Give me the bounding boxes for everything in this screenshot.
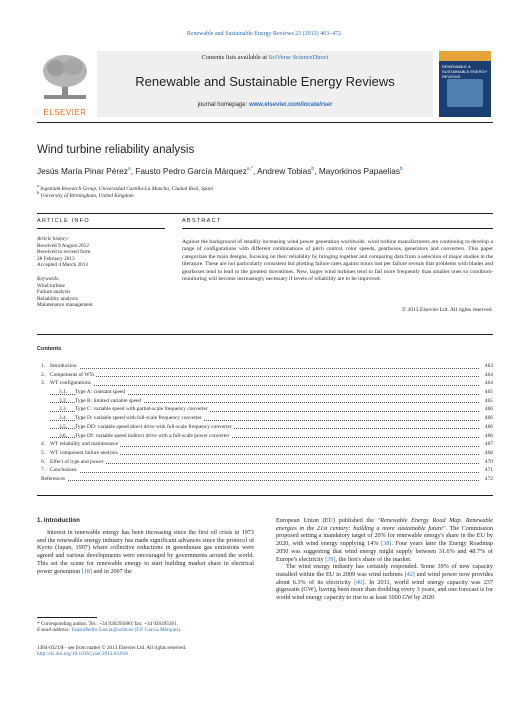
doi-link[interactable]: http://dx.doi.org/10.1016/j.rser.2013.03.018 <box>37 651 128 658</box>
cover-band <box>439 51 491 61</box>
toc-label[interactable]: WT component failure analysis <box>50 449 118 456</box>
article-info-rule <box>37 228 165 229</box>
toc-leader-dots <box>50 368 479 369</box>
footnote-email: E-mail address: FaustoPedro.Garcia@uclm.es (F.P. García Márquez). <box>37 627 182 634</box>
toc-label[interactable]: Type DI: variable speed indirect drive with a full-scale power converter <box>75 432 230 439</box>
body-paragraph: The wind energy industry has certainly responded. Some 39% of new capacity installed within the EU in 2009 was wind turbines [42] and wind power now provides about 6.3% of its electricity [40]. In 2011, world wind energy capacity was 237 gigawatts (GW), having been more than doubling every 3 years, and one forecast is for world wind energy capacity to rise to at least 1000 GW by 2020 <box>276 563 493 602</box>
journal-cover-thumbnail <box>439 51 491 117</box>
journal-homepage <box>97 102 433 108</box>
body-column-right <box>276 517 493 602</box>
citation-link[interactable]: [38] <box>381 540 392 548</box>
masthead-rule <box>37 122 493 123</box>
toc-label[interactable]: Type A: constant speed <box>75 389 126 396</box>
citation-link[interactable]: [42] <box>404 570 415 578</box>
elsevier-logo <box>37 51 93 117</box>
journal-header-box <box>97 51 433 117</box>
publisher-name: ELSEVIER <box>43 108 87 117</box>
toc-number: 3.3. <box>59 406 68 413</box>
body-paragraph: Interest in renewable energy has been increasing since the first oil crisis in 1973 and the renewable energy industry has made significant advances since the protocol of Kyoto (Japan, 1997) where collective reductions in greenhouse gas emissions were agreed and various developments were encouraged by governments around the world. This set the scene for renewable energy to start building market share in electrical power generation [18] and in 2007 the <box>37 529 254 575</box>
article-title: Wind turbine reliability analysis <box>37 144 195 156</box>
toc-page: 464 <box>484 380 493 387</box>
citation-link[interactable]: [40] <box>354 578 365 586</box>
toc-page: 465 <box>484 389 493 396</box>
citation-link[interactable]: [39] <box>325 555 336 563</box>
footnote <box>37 621 254 634</box>
toc-entry[interactable] <box>37 441 493 450</box>
body-paragraph: European Union (EU) published the "Renewable Energy Road Map. Renewable energies in the 21st century: building a more sustainable future". The Commission proposed setting a mandatory target of 20% for renewable energy's share in the EU by 2020, with wind energy supplying 14% [38]. Four years later the Energy Roadmap 2050 was suggesting that wind energy might supply between 31.6% and 48.7% of Europe's electricity [39], the lion's share of the market. <box>276 517 494 563</box>
toc-page: 472 <box>484 475 493 482</box>
author-name: Jesús María Pinar Pérez <box>37 166 128 176</box>
toc-entry[interactable] <box>37 415 493 424</box>
affiliation-mark: a <box>37 183 39 188</box>
toc-label[interactable]: Type B: limited variable speed <box>75 397 142 404</box>
citation-link[interactable]: [18] <box>81 567 92 575</box>
toc-page: 465 <box>484 397 493 404</box>
toc-label[interactable]: Type C: variable speed with partial-scale frequency converter <box>75 406 208 413</box>
toc-entry[interactable] <box>37 424 493 433</box>
masthead <box>37 51 491 117</box>
author-affil-mark[interactable]: a <box>127 166 131 173</box>
toc-page: 470 <box>484 458 493 465</box>
article-info-heading: ARTICLE INFO <box>37 218 90 224</box>
toc-number: 6. <box>41 458 46 465</box>
history-line: Received 9 August 2012 <box>37 242 89 249</box>
footnote-rule <box>37 617 97 618</box>
toc-leader-dots <box>50 376 479 377</box>
issn-line: 1364-0321/$ - see front matter © 2013 Elsevier Ltd. All rights reserved. <box>37 645 187 651</box>
toc-entry[interactable] <box>37 363 493 372</box>
homepage-prefix: journal homepage: <box>197 102 248 108</box>
toc-entry[interactable] <box>37 406 493 415</box>
toc-entry[interactable] <box>37 433 493 442</box>
elsevier-tree-icon <box>40 53 90 101</box>
contents-heading: Contents <box>37 346 62 352</box>
affiliation <box>37 190 134 199</box>
abstract-rule <box>182 228 493 229</box>
author-affil-mark[interactable]: a,* <box>246 166 253 173</box>
toc-page: 466 <box>484 406 493 413</box>
keyword: Maintenance management <box>37 302 93 309</box>
toc-number: 3.4. <box>59 415 68 422</box>
cover-image <box>447 79 483 107</box>
abstract-copyright: © 2013 Elsevier Ltd. All rights reserved. <box>401 307 493 313</box>
sciencedirect-link[interactable]: SciVerse ScienceDirect <box>268 54 329 61</box>
toc-leader-dots <box>50 480 479 481</box>
journal-title: Renewable and Sustainable Energy Reviews <box>135 74 395 89</box>
email-link[interactable]: FaustoPedro.Garcia@uclm.es (F.P. García Márquez). <box>71 627 182 634</box>
history-label: Article history: <box>37 236 70 242</box>
keyword: Reliability analysis <box>37 295 78 302</box>
toc-entry[interactable] <box>37 450 493 459</box>
toc-entry[interactable] <box>37 459 493 468</box>
toc-number: 5. <box>41 449 46 456</box>
keyword: Wind turbine <box>37 282 65 289</box>
toc-number: 3.2. <box>59 397 68 404</box>
homepage-link[interactable]: www.elsevier.com/locate/rser <box>248 102 333 108</box>
table-of-contents <box>37 363 493 485</box>
section-rule <box>37 213 493 214</box>
toc-page: 471 <box>484 467 493 474</box>
footnote-correspondence: * Corresponding author. Tel.: +34 926295600; fax: +34 926295361. <box>37 621 178 627</box>
cover-title: RENEWABLE & SUSTAINABLE ENERGY REVIEWS <box>442 64 488 79</box>
author-affil-mark[interactable]: b <box>311 166 315 173</box>
toc-number: 2. <box>41 371 46 378</box>
toc-label[interactable]: References <box>41 475 65 482</box>
affiliation-text: University of Birmingham, United Kingdom <box>40 192 134 199</box>
toc-entry[interactable] <box>37 372 493 381</box>
section-rule <box>37 495 493 496</box>
body-column-left <box>37 529 254 575</box>
toc-number: 4. <box>41 441 46 448</box>
toc-entry[interactable] <box>37 380 493 389</box>
contents-availability <box>97 54 433 61</box>
contents-prefix: Contents lists available at <box>201 54 268 61</box>
author-name: Mayorkinos Papaelias <box>318 166 400 176</box>
toc-entry[interactable] <box>37 476 493 485</box>
author-affil-mark[interactable]: b <box>400 166 403 173</box>
toc-label[interactable]: Conclusions <box>50 467 77 474</box>
history-line: 28 February 2013 <box>37 255 75 262</box>
article-history <box>37 236 157 269</box>
keyword: Failure analysis <box>37 289 71 296</box>
toc-number: 7. <box>41 467 46 474</box>
toc-leader-dots <box>50 463 479 464</box>
toc-leader-dots <box>50 472 479 473</box>
toc-number: 1. <box>41 363 46 369</box>
abstract-heading: ABSTRACT <box>182 218 222 224</box>
keywords <box>37 276 157 309</box>
toc-number: 3. <box>41 380 46 387</box>
toc-label[interactable]: WT reliability and maintenance <box>50 441 119 448</box>
toc-page: 466 <box>484 432 493 439</box>
abstract-text: Against the background of steadily increasing wind power generation worldwide, wind turbine manufacturers are continuing to develop a range of configurations with different combinations of pitch control, rotor speeds, gearboxes, generators and converters. This paper categorizes the main designs, focusing on their reliability by bringing together and comparing data from a selection of major studies in the literature. These are not particularly consistent but plotting failure rates against hours lost per failure reveals that problems with blades and gearboxes tend to lead to the greatest downtimes. New, larger wind turbines tend to fail more frequently than smaller ones so condition-monitoring will become increasingly necessary if levels of reliability are to be improved. <box>182 239 493 283</box>
front-matter <box>37 645 254 658</box>
toc-label[interactable]: WT configurations <box>50 380 91 387</box>
author-name: Andrew Tobias <box>257 166 312 176</box>
toc-label[interactable]: Type D: variable speed with full-scale frequency converter <box>75 415 202 422</box>
keywords-label: Keywords: <box>37 276 60 282</box>
author-list: Jesús María Pinar Pérez$^a$, Fausto Pedro García Márquez$^{a,*}$, Andrew Tobias$^b$, Mayorkinos Papaelias$^b$ <box>37 166 403 176</box>
toc-number: 3.5. <box>59 423 68 430</box>
toc-page: 468 <box>484 449 493 456</box>
toc-page: 464 <box>484 371 493 378</box>
toc-label[interactable]: Introduction <box>50 363 77 369</box>
toc-page: 467 <box>484 441 493 448</box>
journal-reference[interactable]: Renewable and Sustainable Energy Reviews 23 (2013) 463–472 <box>186 31 342 37</box>
toc-entry[interactable] <box>37 467 493 476</box>
toc-page: 463 <box>484 363 493 369</box>
toc-number: 3.1. <box>59 389 68 396</box>
toc-label[interactable]: Effect of type and power <box>50 458 104 465</box>
introduction-heading: 1. Introduction <box>37 517 80 524</box>
history-line: Received in revised form <box>37 249 91 256</box>
toc-number: 3.6. <box>59 432 68 439</box>
toc-label[interactable]: Type DD: variable speed direct drive with full-scale frequency converter <box>75 423 232 430</box>
history-line: Accepted 4 March 2013 <box>37 262 89 269</box>
affiliation-mark: b <box>37 190 40 195</box>
section-rule <box>37 334 493 335</box>
toc-page: 466 <box>484 415 493 422</box>
toc-entry[interactable] <box>37 389 493 398</box>
toc-leader-dots <box>50 385 479 386</box>
author-name: Fausto Pedro García Márquez <box>135 166 247 176</box>
affiliation-text: Ingenium Research Group, Universidad Castilla-La Mancha, Ciudad Real, Spain <box>40 185 214 192</box>
toc-page: 466 <box>484 423 493 430</box>
toc-label[interactable]: Components of WTs <box>50 371 95 378</box>
